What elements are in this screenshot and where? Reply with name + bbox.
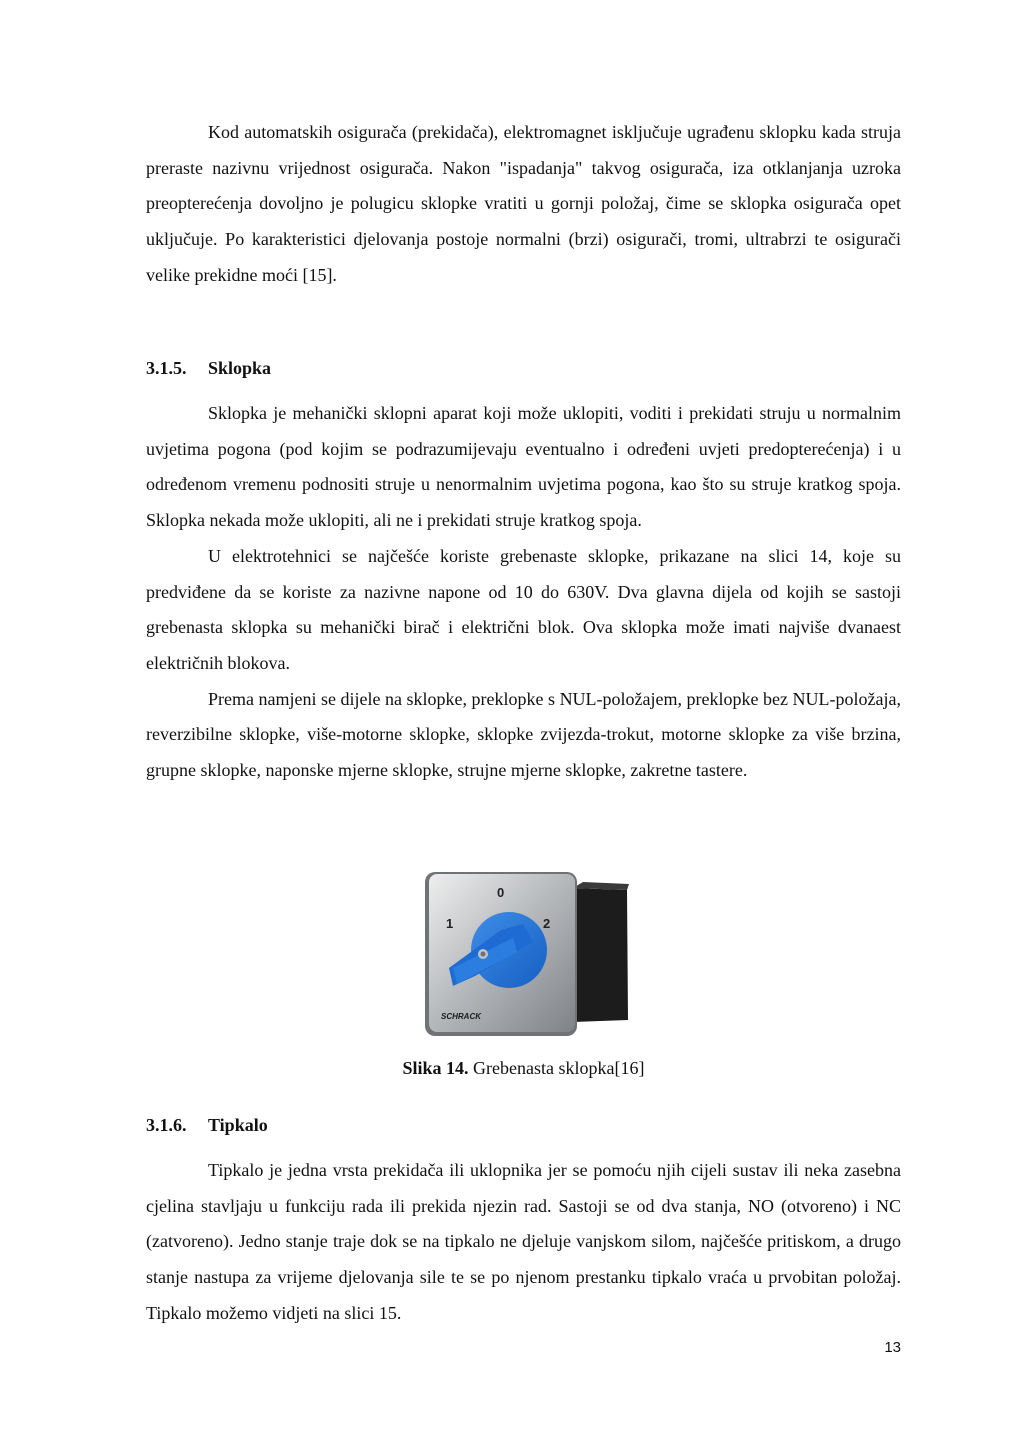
- brand-label: SCHRACK: [441, 1012, 481, 1021]
- figure-caption: [146, 1054, 901, 1082]
- section-heading-tipkalo: [146, 1113, 268, 1137]
- section-number: 3.1.5.: [146, 358, 187, 378]
- position-label-0: 0: [497, 885, 505, 900]
- position-label-2: 2: [543, 916, 551, 931]
- paragraph-fuses: Kod automatskih osigurača (prekidača), elektromagnet isključuje ugrađenu sklopku kada struja preraste nazivnu vrijednost osigurača. Nakon "ispadanja" takvog osigurača, iza otklanjanja uzroka preopterećenja dovoljno je polugicu sklopke vratiti u gornji položaj, čime se sklopka osigurača opet uključuje. Po karakteristici djelovanja postoje normalni (brzi) osigurači, tromi, ultrabrzi te osigurači velike prekidne moći [15].: [146, 122, 901, 285]
- section-title: Sklopka: [208, 358, 272, 378]
- paragraph-tipkalo: Tipkalo je jedna vrsta prekidača ili uklopnika jer se pomoću njih cijeli sustav ili neka zasebna cjelina stavljaju u funkciju rada ili prekida njezin rad. Sastoji se od dva stanja, NO (otvoreno) i NC (zatvoreno). Jedno stanje traje dok se na tipkalo ne djeluje vanjskom silom, najčešće pritiskom, a drugo stanje nastupa za vrijeme djelovanja sile te se po njenom prestanku tipkalo vraća u prvobitan položaj. Tipkalo možemo vidjeti na slici 15.: [146, 1160, 901, 1323]
- section-title: Tipkalo: [208, 1115, 268, 1135]
- intro-paragraph-block: [146, 115, 901, 294]
- sklopka-text-block: [146, 396, 901, 789]
- section-number: 3.1.6.: [146, 1115, 187, 1135]
- cam-switch-image: [423, 868, 633, 1040]
- position-label-1: 1: [446, 916, 454, 931]
- page-number: 13: [884, 1339, 901, 1356]
- paragraph-switch-types: Prema namjeni se dijele na sklopke, preklopke s NUL-položajem, preklopke bez NUL-položaja, reverzibilne sklopke, više-motorne sklopke, sklopke zvijezda-trokut, motorne sklopke za više brzina, grupne sklopke, naponske mjerne sklopke, strujne mjerne sklopke, zakretne tastere.: [146, 688, 901, 781]
- paragraph-sklopka-definition: Sklopka je mehanički sklopni aparat koji može uklopiti, voditi i prekidati struju u normalnim uvjetima pogona (pod kojim se podrazumijevaju eventualno i određeni uvjeti predopterećenja) i u određenom vremenu podnositi struje u nenormalnim uvjetima pogona, kao što su struje kratkog spoja. Sklopka nekada može uklopiti, ali ne i prekidati struje kratkog spoja.: [146, 403, 901, 531]
- caption-label: Slika 14.: [402, 1058, 469, 1078]
- paragraph-cam-switch: U elektrotehnici se najčešće koriste grebenaste sklopke, prikazane na slici 14, koje su predviđene da se koriste za nazivne napone od 10 do 630V. Dva glavna dijela od kojih se sastoji grebenasta sklopka su mehanički birač i električni blok. Ova sklopka može imati najviše dvanaest električnih blokova.: [146, 545, 901, 673]
- caption-text: Grebenasta sklopka[16]: [468, 1058, 645, 1078]
- tipkalo-text-block: [146, 1153, 901, 1332]
- cam-switch-figure: [423, 868, 633, 1040]
- section-heading-sklopka: [146, 356, 271, 380]
